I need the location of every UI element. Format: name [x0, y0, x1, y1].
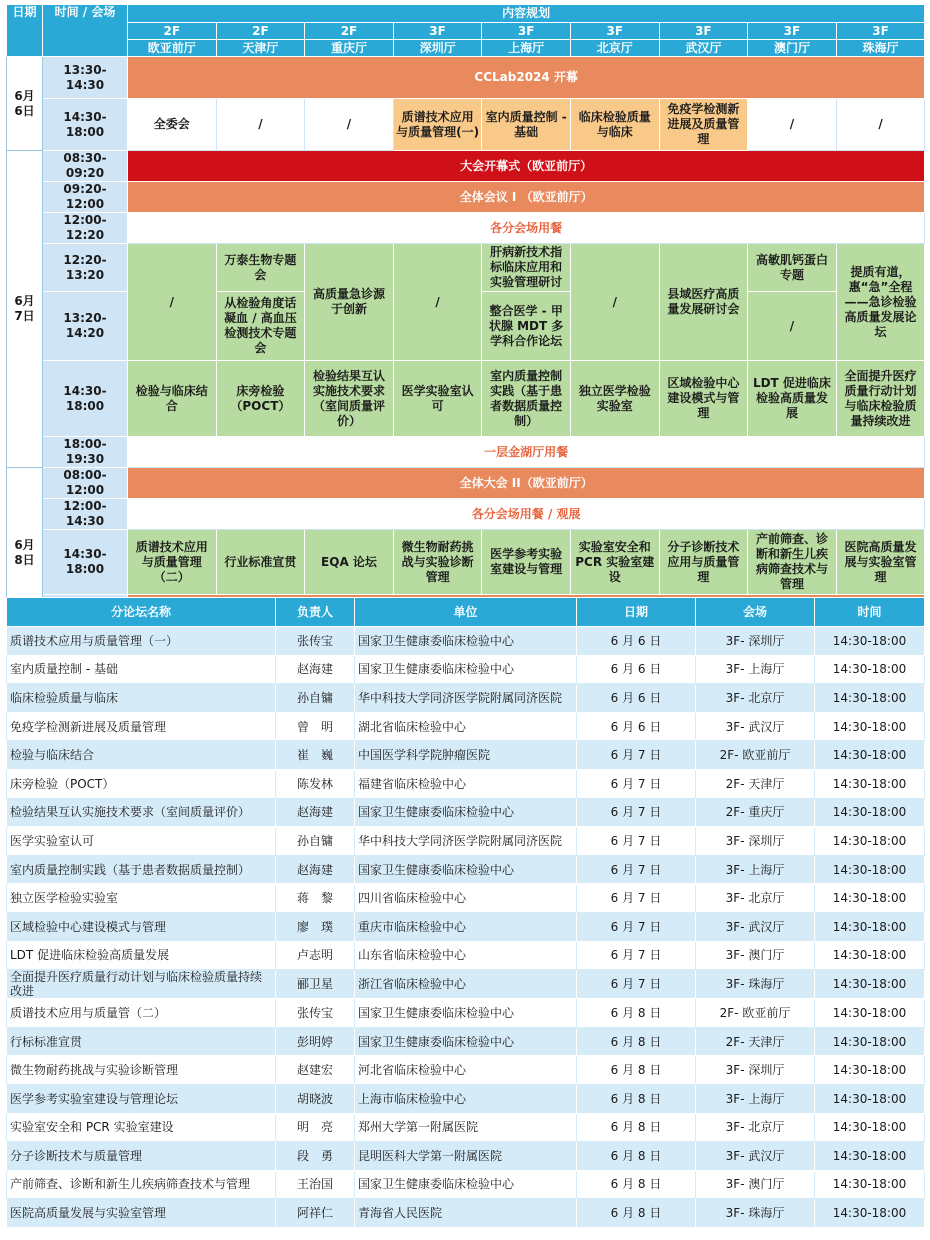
time-cell: 14:30-18:00	[815, 1170, 925, 1199]
forum-name-cell: LDT 促进临床检验高质量发展	[7, 941, 276, 970]
hall-name: 天津厅	[216, 40, 305, 57]
time-cell: 14:30-18:00	[815, 970, 925, 999]
organization-cell: 福建省临床检验中心	[355, 769, 577, 798]
forum-name-cell: 临床检验质量与临床	[7, 684, 276, 713]
hall-floor: 3F	[836, 23, 925, 40]
time-cell: 14:30-18:00	[815, 912, 925, 941]
time-slot: 08:30-09:20	[43, 151, 128, 182]
owner-cell: 崔 巍	[276, 741, 355, 770]
venue-cell: 2F- 欧亚前厅	[696, 999, 815, 1028]
hall-floor: 2F	[305, 23, 394, 40]
date-cell: 6 月 7 日	[577, 884, 696, 913]
organization-cell: 国家卫生健康委临床检验中心	[355, 798, 577, 827]
table-row	[7, 684, 925, 713]
organization-cell: 国家卫生健康委临床检验中心	[355, 627, 577, 656]
venue-cell: 3F- 武汉厅	[696, 912, 815, 941]
session-cell: 床旁检验（POCT）	[216, 361, 305, 437]
time-cell: 14:30-18:00	[815, 769, 925, 798]
session-span: 各分会场用餐	[128, 213, 925, 244]
organization-cell: 国家卫生健康委临床检验中心	[355, 999, 577, 1028]
venue-cell: 2F- 重庆厅	[696, 798, 815, 827]
time-slot: 13:30-14:30	[43, 57, 128, 99]
table-row	[7, 1056, 925, 1085]
table-row	[7, 627, 925, 656]
forum-name-cell: 质谱技术应用与质量管（二）	[7, 999, 276, 1028]
venue-cell: 3F- 深圳厅	[696, 827, 815, 856]
venue-cell: 3F- 深圳厅	[696, 627, 815, 656]
session-cell: /	[748, 292, 837, 361]
organization-cell: 浙江省临床检验中心	[355, 970, 577, 999]
time-cell: 14:30-18:00	[815, 741, 925, 770]
schedule-grid	[6, 4, 925, 639]
date-header: 日期	[7, 5, 43, 57]
session-cell: 高质量急诊源于创新	[305, 244, 394, 361]
time-cell: 14:30-18:00	[815, 1113, 925, 1142]
venue-cell: 3F- 北京厅	[696, 884, 815, 913]
column-header: 日期	[577, 598, 696, 627]
forum-list-body	[7, 627, 925, 1228]
time-slot: 09:20-12:00	[43, 182, 128, 213]
hall-floor: 2F	[216, 23, 305, 40]
venue-cell: 3F- 武汉厅	[696, 1142, 815, 1171]
organization-cell: 重庆市临床检验中心	[355, 912, 577, 941]
venue-cell: 3F- 上海厅	[696, 855, 815, 884]
forum-name-cell: 医学参考实验室建设与管理论坛	[7, 1084, 276, 1113]
owner-cell: 郦卫星	[276, 970, 355, 999]
organization-cell: 四川省临床检验中心	[355, 884, 577, 913]
table-row	[7, 855, 925, 884]
time-cell: 14:30-18:00	[815, 712, 925, 741]
session-cell: 免疫学检测新进展及质量管理	[659, 99, 748, 151]
session-cell: 室内质量控制实践（基于患者数据质量控制）	[482, 361, 571, 437]
hall-name: 上海厅	[482, 40, 571, 57]
organization-cell: 上海市临床检验中心	[355, 1084, 577, 1113]
day3-date: 6月 8日	[7, 468, 43, 639]
table-row	[7, 798, 925, 827]
session-cell: 质谱技术应用与质量管理（二）	[128, 530, 217, 595]
owner-cell: 彭明婷	[276, 1027, 355, 1056]
table-row	[7, 769, 925, 798]
date-cell: 6 月 7 日	[577, 912, 696, 941]
table-row	[7, 912, 925, 941]
organization-cell: 国家卫生健康委临床检验中心	[355, 855, 577, 884]
session-cell: 医院高质量发展与实验室管理	[836, 530, 925, 595]
session-cell: 整合医学 - 甲状腺 MDT 多学科合作论坛	[482, 292, 571, 361]
table-row	[7, 941, 925, 970]
time-slot: 12:00-14:30	[43, 499, 128, 530]
venue-cell: 2F- 欧亚前厅	[696, 741, 815, 770]
date-cell: 6 月 7 日	[577, 941, 696, 970]
owner-cell: 卢志明	[276, 941, 355, 970]
organization-cell: 河北省临床检验中心	[355, 1056, 577, 1085]
column-header: 时间	[815, 598, 925, 627]
time-slot: 14:30-18:00	[43, 361, 128, 437]
forum-name-cell: 室内质量控制 - 基础	[7, 655, 276, 684]
session-cell: 检验结果互认实施技术要求（室间质量评价）	[305, 361, 394, 437]
date-cell: 6 月 8 日	[577, 1142, 696, 1171]
date-cell: 6 月 8 日	[577, 1084, 696, 1113]
time-slot: 12:20-13:20	[43, 244, 128, 292]
time-cell: 14:30-18:00	[815, 827, 925, 856]
session-cell: 临床检验质量与临床	[570, 99, 659, 151]
hall-name: 重庆厅	[305, 40, 394, 57]
session-cell: 医学参考实验室建设与管理	[482, 530, 571, 595]
venue-cell: 3F- 上海厅	[696, 655, 815, 684]
column-header: 负责人	[276, 598, 355, 627]
venue-cell: 3F- 上海厅	[696, 1084, 815, 1113]
forum-name-cell: 质谱技术应用与质量管理（一）	[7, 627, 276, 656]
session-cell: EQA 论坛	[305, 530, 394, 595]
session-cell: LDT 促进临床检验高质量发展	[748, 361, 837, 437]
forum-name-cell: 区域检验中心建设模式与管理	[7, 912, 276, 941]
venue-cell: 3F- 澳门厅	[696, 941, 815, 970]
hall-floor: 3F	[482, 23, 571, 40]
hall-name: 珠海厅	[836, 40, 925, 57]
column-header: 分论坛名称	[7, 598, 276, 627]
table-row	[7, 1170, 925, 1199]
time-slot: 13:20-14:20	[43, 292, 128, 361]
forum-name-cell: 实验室安全和 PCR 实验室建设	[7, 1113, 276, 1142]
forum-name-cell: 分子诊断技术与质量管理	[7, 1142, 276, 1171]
venue-cell: 3F- 武汉厅	[696, 712, 815, 741]
venue-cell: 3F- 深圳厅	[696, 1056, 815, 1085]
table-row	[7, 970, 925, 999]
table-row	[7, 741, 925, 770]
table-row	[7, 712, 925, 741]
session-cell: 产前筛查、诊断和新生儿疾病筛查技术与管理	[748, 530, 837, 595]
session-cell: /	[128, 244, 217, 361]
organization-cell: 中国医学科学院肿瘤医院	[355, 741, 577, 770]
session-cell: 独立医学检验实验室	[570, 361, 659, 437]
owner-cell: 张传宝	[276, 999, 355, 1028]
session-cell: 肝病新技术指标临床应用和实验管理研讨	[482, 244, 571, 292]
session-cell: 从检验角度话凝血 / 高血压检测技术专题会	[216, 292, 305, 361]
organization-cell: 国家卫生健康委临床检验中心	[355, 655, 577, 684]
column-header: 单位	[355, 598, 577, 627]
time-cell: 14:30-18:00	[815, 798, 925, 827]
time-slot: 08:00-12:00	[43, 468, 128, 499]
time-cell: 14:30-18:00	[815, 1056, 925, 1085]
forum-list-table	[6, 597, 925, 1228]
session-cell: 万泰生物专题会	[216, 244, 305, 292]
time-slot: 12:00-12:20	[43, 213, 128, 244]
hall-name: 澳门厅	[748, 40, 837, 57]
session-cell: 高敏肌钙蛋白专题	[748, 244, 837, 292]
owner-cell: 孙自镛	[276, 827, 355, 856]
organization-cell: 国家卫生健康委临床检验中心	[355, 1170, 577, 1199]
owner-cell: 阿祥仁	[276, 1199, 355, 1228]
session-span: CCLab2024 开幕	[128, 57, 925, 99]
owner-cell: 孙自镛	[276, 684, 355, 713]
time-cell: 14:30-18:00	[815, 941, 925, 970]
forum-name-cell: 独立医学检验实验室	[7, 884, 276, 913]
organization-cell: 华中科技大学同济医学院附属同济医院	[355, 827, 577, 856]
owner-cell: 段 勇	[276, 1142, 355, 1171]
date-cell: 6 月 8 日	[577, 1027, 696, 1056]
table-row	[7, 1027, 925, 1056]
date-cell: 6 月 7 日	[577, 769, 696, 798]
hall-floor: 3F	[570, 23, 659, 40]
owner-cell: 赵海建	[276, 655, 355, 684]
date-cell: 6 月 7 日	[577, 798, 696, 827]
forum-name-cell: 微生物耐药挑战与实验诊断管理	[7, 1056, 276, 1085]
session-cell: /	[393, 244, 482, 361]
time-venue-header: 时间 / 会场	[43, 5, 128, 57]
owner-cell: 明 亮	[276, 1113, 355, 1142]
session-cell: 医学实验室认可	[393, 361, 482, 437]
owner-cell: 胡晓波	[276, 1084, 355, 1113]
content-header: 内容规划	[128, 5, 925, 23]
owner-cell: 赵海建	[276, 855, 355, 884]
date-cell: 6 月 6 日	[577, 627, 696, 656]
time-cell: 14:30-18:00	[815, 627, 925, 656]
session-cell: 县域医疗高质量发展研讨会	[659, 244, 748, 361]
table-row	[7, 655, 925, 684]
table-row	[7, 1142, 925, 1171]
date-cell: 6 月 6 日	[577, 712, 696, 741]
forum-name-cell: 产前筛查、诊断和新生儿疾病筛查技术与管理	[7, 1170, 276, 1199]
session-cell: 全委会	[128, 99, 217, 151]
venue-cell: 3F- 珠海厅	[696, 970, 815, 999]
owner-cell: 陈发林	[276, 769, 355, 798]
session-cell: 全面提升医疗质量行动计划与临床检验质量持续改进	[836, 361, 925, 437]
table-row	[7, 1113, 925, 1142]
date-cell: 6 月 8 日	[577, 1199, 696, 1228]
owner-cell: 赵建宏	[276, 1056, 355, 1085]
forum-name-cell: 检验与临床结合	[7, 741, 276, 770]
hall-floor: 3F	[393, 23, 482, 40]
date-cell: 6 月 7 日	[577, 741, 696, 770]
date-cell: 6 月 7 日	[577, 827, 696, 856]
day1-date: 6月 6日	[7, 57, 43, 151]
date-cell: 6 月 6 日	[577, 684, 696, 713]
session-cell: /	[305, 99, 394, 151]
venue-cell: 3F- 北京厅	[696, 684, 815, 713]
organization-cell: 青海省人民医院	[355, 1199, 577, 1228]
table-row	[7, 827, 925, 856]
table-row	[7, 1084, 925, 1113]
time-slot: 18:00-19:30	[43, 437, 128, 468]
forum-name-cell: 医院高质量发展与实验室管理	[7, 1199, 276, 1228]
session-cell: 检验与临床结合	[128, 361, 217, 437]
time-cell: 14:30-18:00	[815, 1142, 925, 1171]
organization-cell: 山东省临床检验中心	[355, 941, 577, 970]
time-cell: 14:30-18:00	[815, 1084, 925, 1113]
session-cell: 实验室安全和 PCR 实验室建设	[570, 530, 659, 595]
session-cell: 室内质量控制 - 基础	[482, 99, 571, 151]
session-cell: /	[836, 99, 925, 151]
forum-name-cell: 室内质量控制实践（基于患者数据质量控制）	[7, 855, 276, 884]
time-cell: 14:30-18:00	[815, 884, 925, 913]
column-header: 会场	[696, 598, 815, 627]
session-cell: 分子诊断技术应用与质量管理	[659, 530, 748, 595]
session-span: 各分会场用餐 / 观展	[128, 499, 925, 530]
session-cell: 行业标准宣贯	[216, 530, 305, 595]
date-cell: 6 月 8 日	[577, 1056, 696, 1085]
session-cell: 提质有道，惠“急”全程——急诊检验高质量发展论坛	[836, 244, 925, 361]
hall-name: 深圳厅	[393, 40, 482, 57]
session-cell: 质谱技术应用与质量管理(一)	[393, 99, 482, 151]
date-cell: 6 月 7 日	[577, 855, 696, 884]
organization-cell: 湖北省临床检验中心	[355, 712, 577, 741]
date-cell: 6 月 6 日	[577, 655, 696, 684]
session-cell: 区域检验中心建设模式与管理	[659, 361, 748, 437]
owner-cell: 张传宝	[276, 627, 355, 656]
organization-cell: 郑州大学第一附属医院	[355, 1113, 577, 1142]
venue-cell: 3F- 澳门厅	[696, 1170, 815, 1199]
venue-cell: 3F- 珠海厅	[696, 1199, 815, 1228]
hall-name: 武汉厅	[659, 40, 748, 57]
organization-cell: 昆明医科大学第一附属医院	[355, 1142, 577, 1171]
date-cell: 6 月 7 日	[577, 970, 696, 999]
day2-date: 6月 7日	[7, 151, 43, 468]
owner-cell: 王治国	[276, 1170, 355, 1199]
time-slot: 14:30-18:00	[43, 99, 128, 151]
time-cell: 14:30-18:00	[815, 999, 925, 1028]
time-cell: 14:30-18:00	[815, 1199, 925, 1228]
session-cell: /	[570, 244, 659, 361]
venue-cell: 3F- 北京厅	[696, 1113, 815, 1142]
hall-name: 欧亚前厅	[128, 40, 217, 57]
table-row	[7, 999, 925, 1028]
forum-name-cell: 检验结果互认实施技术要求（室间质量评价）	[7, 798, 276, 827]
forum-name-cell: 医学实验室认可	[7, 827, 276, 856]
session-span: 一层金湖厅用餐	[128, 437, 925, 468]
table-row	[7, 884, 925, 913]
hall-floor: 3F	[659, 23, 748, 40]
session-span: 大会开幕式（欧亚前厅）	[128, 151, 925, 182]
date-cell: 6 月 8 日	[577, 1113, 696, 1142]
session-cell: 微生物耐药挑战与实验诊断管理	[393, 530, 482, 595]
time-cell: 14:30-18:00	[815, 855, 925, 884]
venue-cell: 2F- 天津厅	[696, 769, 815, 798]
hall-name: 北京厅	[570, 40, 659, 57]
venue-cell: 2F- 天津厅	[696, 1027, 815, 1056]
session-cell: /	[748, 99, 837, 151]
owner-cell: 蒋 黎	[276, 884, 355, 913]
forum-name-cell: 行标标准宣贯	[7, 1027, 276, 1056]
owner-cell: 廖 璞	[276, 912, 355, 941]
session-span: 全体会议 I （欧亚前厅）	[128, 182, 925, 213]
owner-cell: 曾 明	[276, 712, 355, 741]
session-span: 全体大会 II（欧亚前厅）	[128, 468, 925, 499]
time-slot: 14:30-18:00	[43, 530, 128, 595]
forum-name-cell: 床旁检验（POCT）	[7, 769, 276, 798]
time-cell: 14:30-18:00	[815, 684, 925, 713]
hall-floor: 2F	[128, 23, 217, 40]
date-cell: 6 月 8 日	[577, 1170, 696, 1199]
forum-name-cell: 全面提升医疗质量行动计划与临床检验质量持续改进	[7, 970, 276, 999]
hall-floor: 3F	[748, 23, 837, 40]
forum-name-cell: 免疫学检测新进展及质量管理	[7, 712, 276, 741]
time-cell: 14:30-18:00	[815, 1027, 925, 1056]
time-cell: 14:30-18:00	[815, 655, 925, 684]
date-cell: 6 月 8 日	[577, 999, 696, 1028]
organization-cell: 华中科技大学同济医学院附属同济医院	[355, 684, 577, 713]
session-cell: /	[216, 99, 305, 151]
organization-cell: 国家卫生健康委临床检验中心	[355, 1027, 577, 1056]
table-row	[7, 1199, 925, 1228]
owner-cell: 赵海建	[276, 798, 355, 827]
